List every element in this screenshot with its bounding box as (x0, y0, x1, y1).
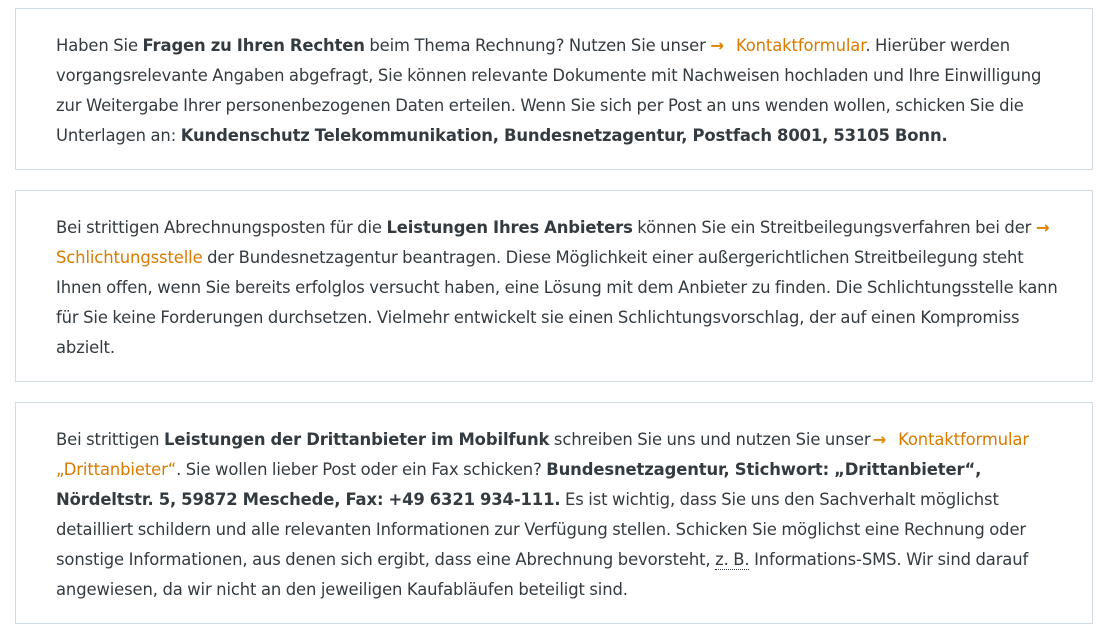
text-segment: der Bundesnetzagentur beantragen. Diese Möglichkeit einer außergerichtlichen Streitbeilegung steht Ihnen offen, wenn Sie bereits erfolglos versucht haben, eine Lösung mit dem Anbieter zu finden. Die Schlichtungsstelle kann für Sie keine Forderungen durchsetzen. Vielmehr entwickelt sie einen Schlichtungsvorschlag, der auf einen Kompromiss abzielt. (56, 248, 1058, 357)
arrow-right-icon: → (1035, 218, 1050, 237)
text-segment: Informations-SMS. Wir sind darauf angewiesen, da wir nicht an den jeweiligen Kaufabläufen beteiligt sind. (56, 550, 1029, 599)
text-segment: schreiben Sie uns und nutzen Sie unser (549, 430, 871, 449)
text-segment: können Sie ein Streitbeilegungsverfahren bei der (632, 218, 1036, 237)
text-segment: Es ist wichtig, dass Sie uns den Sachverhalt möglichst detailliert schildern und alle relevanten Informationen zur Verfügung stellen. Schicken Sie möglichst eine Rechnung oder sonstige Informationen, aus denen sich ergibt, dass eine Abrechnung bevorsteht, (56, 490, 1027, 569)
postal-address: Kundenschutz Telekommunikation, Bundesnetzagentur, Postfach 8001, 53105 Bonn. (180, 126, 948, 145)
contact-form-link[interactable] (710, 36, 865, 55)
emphasis-text: Leistungen der Drittanbieter im Mobilfunk (164, 430, 550, 449)
info-box-third-party (15, 402, 1093, 624)
arrow-right-icon: → (710, 36, 724, 55)
info-paragraph-rights (56, 31, 1066, 151)
text-segment: Haben Sie (56, 36, 143, 55)
info-paragraph-arbitration (56, 213, 1066, 363)
abbreviation: z. B. (715, 550, 750, 569)
third-party-contact-form-link-label: Kontaktformular „Drittanbieter“ (56, 430, 1029, 479)
info-paragraph-third-party (56, 425, 1066, 605)
arbitration-office-link-label: Schlichtungsstelle (56, 248, 203, 267)
text-segment: . Hierüber werden vorgangsrelevante Angaben abgefragt, Sie können relevante Dokumente mit Nachweisen hochladen und Ihre Einwilligung zur Weitergabe Ihrer personenbezogenen Daten erteilen. Wenn Sie sich per Post an uns wenden wollen, schicken Sie die Unterlagen an: (56, 36, 1042, 145)
text-segment: Bei strittigen (56, 430, 165, 449)
info-box-arbitration (15, 190, 1093, 382)
contact-form-link-label: Kontaktformular (735, 36, 866, 55)
postal-fax-address: Bundesnetzagentur, Stichwort: „Drittanbieter“, Nördeltstr. 5, 59872 Meschede, Fax: +49 6321 934-111. (56, 460, 982, 509)
text-segment: Bei strittigen Abrechnungsposten für die (56, 218, 387, 237)
text-segment: beim Thema Rechnung? Nutzen Sie unser (364, 36, 711, 55)
emphasis-text: Leistungen Ihres Anbieters (386, 218, 633, 237)
arrow-right-icon: → (872, 430, 887, 449)
info-box-rights (15, 8, 1093, 170)
text-segment: . Sie wollen lieber Post oder ein Fax schicken? (176, 460, 547, 479)
emphasis-text: Fragen zu Ihren Rechten (142, 36, 365, 55)
